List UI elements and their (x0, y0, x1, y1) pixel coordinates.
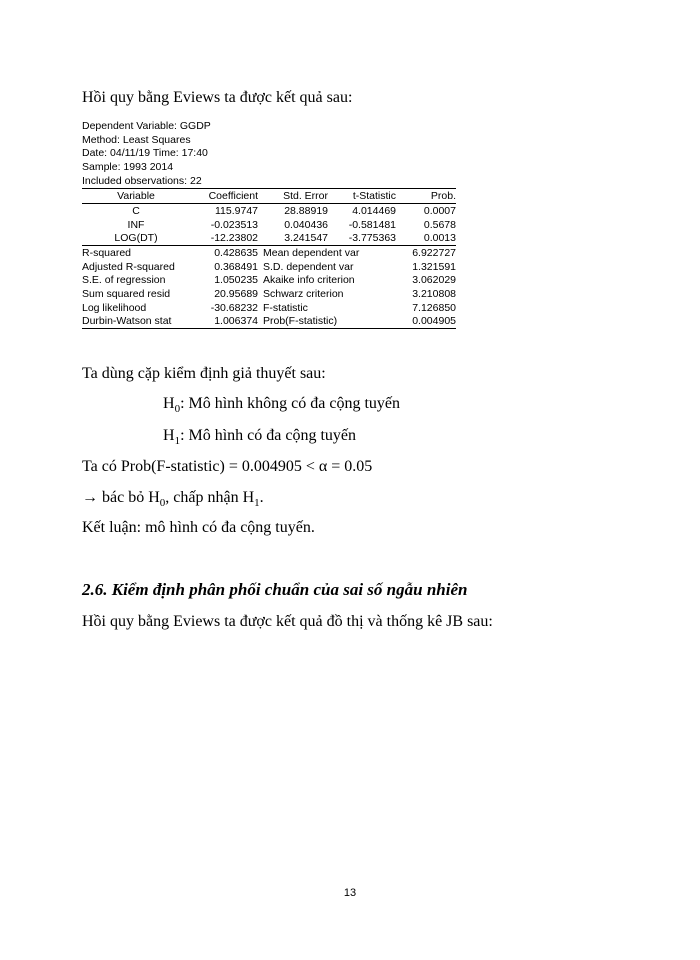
reject-line (82, 488, 264, 513)
stat-label-left: Sum squared resid (82, 288, 171, 301)
stat-value-left: 0.368491 (214, 260, 258, 273)
coef-prob: 0.0013 (423, 232, 456, 245)
observations-line: Included observations: 22 (82, 174, 202, 187)
coef-variable: LOG(DT) (114, 232, 158, 245)
coef-std-error: 3.241547 (284, 232, 328, 245)
stat-value-right: 1.321591 (412, 260, 456, 273)
col-t-statistic: t-Statistic (328, 189, 396, 204)
col-coefficient: Coefficient (190, 189, 258, 204)
coef-variable: C (132, 204, 140, 217)
table-row (82, 204, 456, 218)
dependent-variable-line: Dependent Variable: GGDP (82, 120, 211, 132)
coef-variable: INF (127, 218, 145, 231)
stats-row (82, 260, 456, 274)
date-line: Date: 04/11/19 Time: 17:40 (82, 147, 208, 160)
stats-row (82, 301, 456, 315)
h1-text: : Mô hình có đa cộng tuyến (180, 427, 357, 444)
stat-label-right: Akaike info criterion (263, 274, 355, 287)
stat-value-left: -30.68232 (210, 301, 258, 314)
coef-prob: 0.5678 (423, 218, 456, 231)
stats-row (82, 246, 456, 260)
h1-subscript: 1 (174, 435, 181, 448)
coef-std-error: 0.040436 (284, 218, 328, 231)
stat-label-left: Log likelihood (82, 301, 147, 314)
table-header-row (82, 189, 456, 204)
h0-letter: H (163, 395, 175, 412)
stat-label-right: Mean dependent var (258, 246, 396, 260)
eviews-header (82, 120, 456, 188)
stat-value-left: 1.050235 (214, 274, 258, 287)
col-variable: Variable (82, 189, 190, 204)
hypothesis-h0 (163, 394, 400, 419)
stats-row (82, 274, 456, 288)
stat-value-right: 6.922727 (396, 246, 456, 260)
stats-row (82, 287, 456, 301)
stat-label-right: Prob(F-statistic) (258, 315, 396, 329)
method-line: Method: Least Squares (82, 133, 191, 146)
stat-label-left: R-squared (82, 246, 190, 260)
coef-t-statistic: -0.581481 (348, 218, 396, 231)
stat-label-left: Adjusted R-squared (82, 260, 175, 273)
intro-text: Hồi quy bằng Eviews ta được kết quả sau: (82, 89, 353, 106)
eviews-output (82, 120, 456, 329)
stat-value-right: 0.004905 (396, 315, 456, 329)
conclusion-text: Kết luận: mô hình có đa cộng tuyến. (82, 519, 315, 536)
coef-t-statistic: 4.014469 (352, 204, 396, 217)
stat-value-right: 3.062029 (412, 274, 456, 287)
h0-subscript: 0 (174, 403, 181, 416)
hypothesis-h1 (163, 426, 356, 451)
accept-text: , chấp nhận H (165, 489, 255, 506)
coef-value: 115.9747 (214, 204, 258, 217)
h0-text: : Mô hình không có đa cộng tuyến (180, 395, 401, 412)
table-row (82, 218, 456, 232)
h1-letter: H (163, 427, 175, 444)
stat-label-left: S.E. of regression (82, 274, 166, 287)
stat-label-right: F-statistic (263, 301, 308, 314)
stat-label-left: Durbin-Watson stat (82, 315, 190, 329)
section-heading: 2.6. Kiểm định phân phối chuẩn của sai số ngẫu nhiên (82, 580, 468, 599)
stat-value-right: 7.126850 (412, 301, 456, 314)
regression-table (82, 188, 456, 329)
stat-value-left: 1.006374 (190, 315, 258, 329)
col-prob: Prob. (396, 189, 456, 204)
reject-line-end: . (259, 489, 264, 506)
section-intro: Hồi quy bằng Eviews ta được kết quả đồ thị và thống kê JB sau: (82, 613, 493, 630)
test-intro: Ta dùng cặp kiểm định giả thuyết sau: (82, 365, 326, 382)
table-row (82, 232, 456, 246)
coef-t-statistic: -3.775363 (348, 232, 396, 245)
stats-row (82, 315, 456, 329)
stat-label-right: S.D. dependent var (263, 260, 354, 273)
col-std-error: Std. Error (258, 189, 328, 204)
reject-h0-subscript: 0 (159, 497, 166, 510)
prob-comparison: Ta có Prob(F-statistic) = 0.004905 < α = 0.05 (82, 458, 373, 475)
coef-prob: 0.0007 (423, 204, 456, 217)
stat-value-left: 20.95689 (214, 288, 258, 301)
stat-value-right: 3.210808 (412, 288, 456, 301)
stat-value-left: 0.428635 (190, 246, 258, 260)
page-number: 13 (343, 887, 357, 899)
accept-h1-subscript: 1 (254, 497, 260, 510)
coef-std-error: 28.88919 (284, 204, 328, 217)
coef-value: -12.23802 (210, 232, 258, 245)
coef-value: -0.023513 (210, 218, 258, 231)
stat-label-right: Schwarz criterion (263, 288, 344, 301)
arrow-right-icon: → (82, 489, 98, 506)
reject-text: bác bỏ H (98, 489, 160, 506)
sample-line: Sample: 1993 2014 (82, 161, 174, 174)
